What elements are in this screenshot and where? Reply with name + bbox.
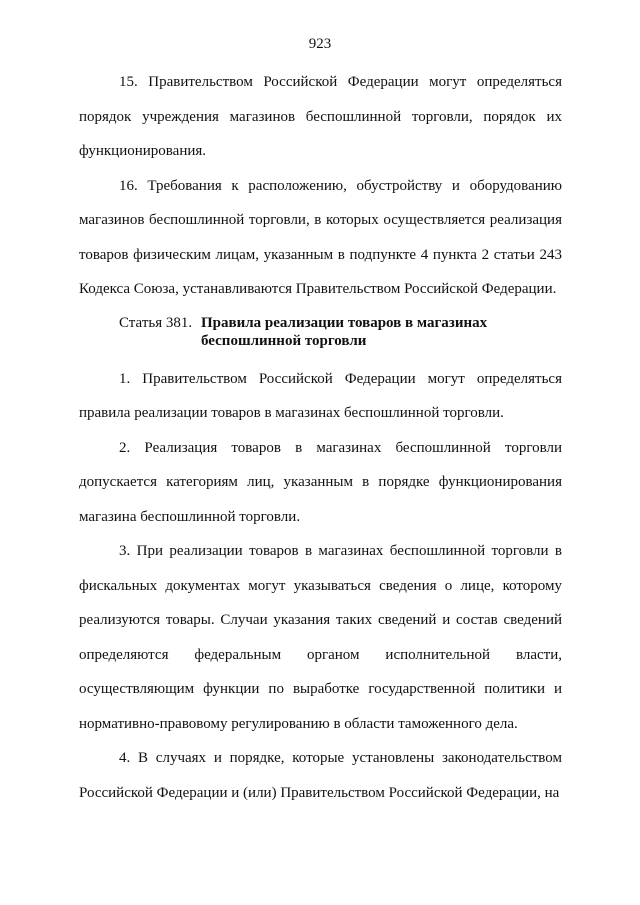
paragraph-1: 1. Правительством Российской Федерации могут определяться правила реализации товаров в магазинах беспошлинной торговли.	[79, 370, 562, 421]
article-title: Правила реализации товаров в магазинах беспошлинной торговли	[201, 314, 488, 349]
paragraph-15: 15. Правительством Российской Федерации могут определяться порядок учреждения магазинов беспошлинной торговли, порядок их функционирования.	[79, 74, 562, 159]
paragraph-3: 3. При реализации товаров в магазинах беспошлинной торговли в фискальных документах могут указываться сведения о лице, которому реализуются товары. Случаи указания таких сведений и состав сведений определяются федеральным органом исполнительной власти, осуществляющим функции по выработке государственной политики и нормативно-правовому регулированию в области таможенного дела.	[79, 543, 562, 732]
paragraph-4: 4. В случаях и порядке, которые установлены законодательством Российской Федерации и (или) Правительством Российской Федерации, на	[79, 750, 562, 801]
paragraph-16: 16. Требования к расположению, обустройству и оборудованию магазинов беспошлинной торговли, в которых осуществляется реализация товаров физическим лицам, указанным в подпункте 4 пункта 2 статьи 243 Кодекса Союза, устанавливаются Правительством Российской Федерации.	[79, 177, 562, 297]
paragraph-2: 2. Реализация товаров в магазинах беспошлинной торговли допускается категориям лиц, указанным в порядке функционирования магазина беспошлинной торговли.	[79, 439, 562, 525]
article-heading	[79, 314, 562, 350]
article-number: Статья 381.	[119, 314, 193, 331]
page-number: 923	[308, 36, 332, 52]
document-body	[79, 65, 562, 810]
